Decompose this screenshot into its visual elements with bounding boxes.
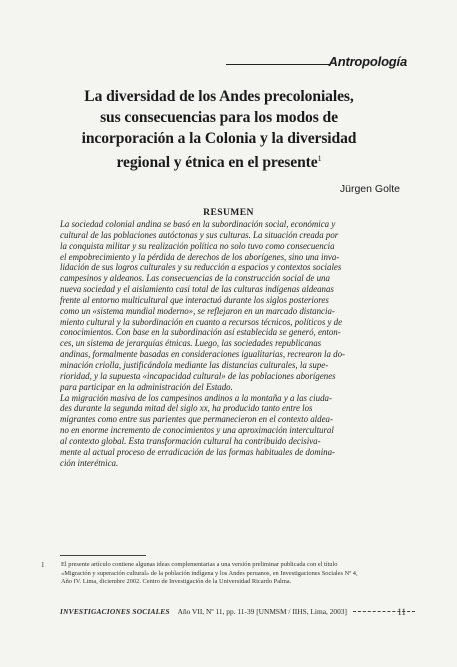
citation: Año VII, Nº 11, pp. 11-39 [UNMSM / IIHS, Lima, 2003] xyxy=(177,607,347,616)
title-line: incorporación a la Colonia y la diversidad xyxy=(81,129,357,147)
abstract-line: nueva sociedad y el aislamiento casi total de las culturas indígenas aldeanas xyxy=(60,284,334,295)
footnote-line: «Migración y superación cultural» de la población indígena y los Andes peruanos, en Investigaciones Sociales Nº 4, xyxy=(61,569,358,577)
abstract-line: La sociedad colonial andina se basó en la subordinación social, económica y xyxy=(60,219,336,229)
abstract-line: migrantes como entre sus parientes que permanecieron en el contexto aldea- xyxy=(60,414,333,425)
footnote-body xyxy=(61,561,411,587)
title-footnote-mark: 1 xyxy=(317,154,322,164)
abstract-line: cultural de las poblaciones autóctonas y sus culturas. La situación creada por xyxy=(60,229,339,240)
abstract-body xyxy=(60,219,398,468)
abstract-line: des durante la segunda mitad del siglo xx, ha producido tanto entre los xyxy=(60,403,313,414)
abstract-line: conocimientos. Con base en la subordinación así establecida se generó, enton- xyxy=(60,327,341,338)
abstract-line: el empobrecimiento y la pérdida de derechos de los aborígenes, sino una inva- xyxy=(60,251,340,262)
abstract-line: ces, un sistema de jerarquías étnicas. Luego, las sociedades republicanas xyxy=(60,338,322,349)
abstract-line: mente al actual proceso de erradicación de las formas habituales de domina- xyxy=(60,446,335,457)
footnote-line: Año IV. Lima, diciembre 2002. Centro de Investigación de la Universidad Ricardo Palma. xyxy=(61,578,292,586)
title-line: sus consecuencias para los modos de xyxy=(100,108,338,126)
abstract-line: miento cultural y la subordinación en cuanto a recursos técnicos, políticos y de xyxy=(60,316,343,327)
title-line xyxy=(60,149,378,174)
abstract-line: no en enorme incremento de conocimientos y una aproximación intercultural xyxy=(60,425,334,436)
abstract-line: ción interétnica. xyxy=(60,457,119,468)
abstract-line: como un «sistema mundial moderno», se reflejaron en un marcado distancia- xyxy=(60,305,335,316)
abstract-line: frente al entorno multicultural que interactuó durante los siglos posteriores xyxy=(60,294,329,305)
abstract-line: andinas, formalmente basadas en consideraciones igualitarias, recrearon la do- xyxy=(60,349,345,360)
abstract-line: minación criolla, justificándola mediante las distancias culturales, la supe- xyxy=(60,359,329,370)
header-rule xyxy=(226,64,330,65)
page-footer xyxy=(60,607,406,616)
page-number: 11 xyxy=(397,607,406,617)
abstract-line: rioridad, y la supuesta «incapacidad cultural» de las poblaciones aborígenes xyxy=(60,370,336,381)
abstract-line: campesinos y aldeanos. Las consecuencias de la construcción social de una xyxy=(60,273,330,284)
abstract-line: lidación de sus logros culturales y su reducción a espacios y contextos sociales xyxy=(60,262,342,273)
footnote xyxy=(41,561,411,587)
abstract-line: La migración masiva de los campesinos andinos a la montaña y a las ciuda- xyxy=(60,392,332,403)
footnote-rule xyxy=(60,555,146,556)
abstract-heading: RESUMEN xyxy=(203,207,254,218)
author-name: Jürgen Golte xyxy=(339,183,400,195)
abstract-line: al contexto global. Esta transformación cultural ha contribuido decisiva- xyxy=(60,435,321,446)
abstract-line: para participar en la administración del Estado. xyxy=(60,381,233,392)
title-line-text: regional y étnica en el presente xyxy=(116,154,318,172)
title-line: La diversidad de los Andes precoloniales, xyxy=(84,88,354,105)
footnote-line: El presente artículo contiene algunas ideas complementarias a una versión preliminar publicada con el título xyxy=(61,561,338,568)
section-label: Antropología xyxy=(328,54,407,69)
abstract-line: la conquista militar y su realización política no solo tuvo como consecuencia xyxy=(60,240,335,251)
article-title xyxy=(60,87,378,174)
journal-name: INVESTIGACIONES SOCIALES xyxy=(60,607,170,616)
footnote-number: 1 xyxy=(41,561,45,569)
